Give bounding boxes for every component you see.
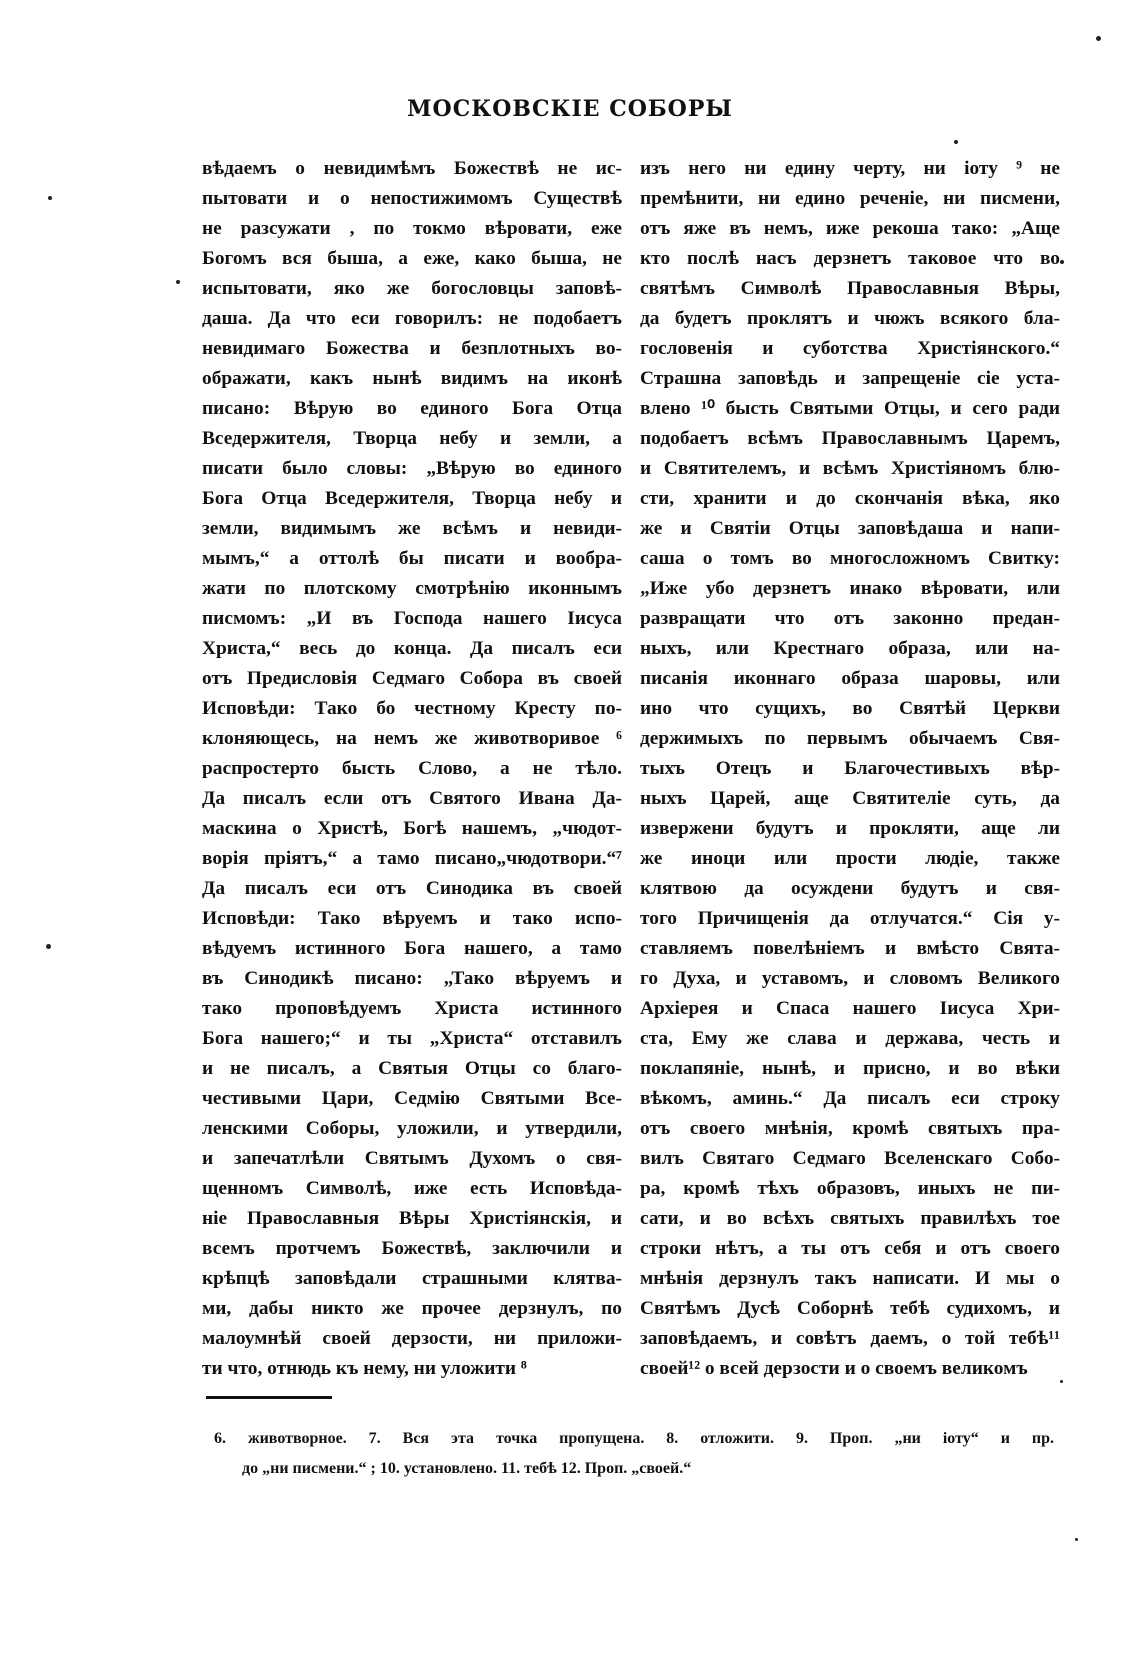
text-line: ныхъ Царей, аще Святителіе суть, да	[640, 788, 1060, 809]
text-line: сти, хранити и до скончанія вѣка, яко	[640, 488, 1060, 509]
text-line: всемъ протчемъ Божествѣ, заключили и	[202, 1238, 622, 1259]
text-line: Бога Отца Вседержителя, Творца небу и	[202, 488, 622, 509]
text-line: гословенія и суботства Христіянского.“	[640, 338, 1060, 359]
scan-speck	[1060, 1380, 1063, 1383]
text-line: испытовати, яко же богословцы заповѣ-	[202, 278, 622, 299]
text-line: сати, и во всѣхъ святыхъ правилѣхъ тое	[640, 1208, 1060, 1229]
text-line: и не писалъ, а Святыя Отцы со благо-	[202, 1058, 622, 1079]
text-line: ти что, отнюдь къ нему, ни уложити ⁸	[202, 1358, 527, 1379]
text-line: писмомъ: „И въ Господа нашего Іисуса	[202, 608, 622, 629]
text-line: саша о томъ во многосложномъ Свитку:	[640, 548, 1060, 569]
text-line: ино что сущихъ, во Святѣй Церкви	[640, 698, 1060, 719]
text-line: же иноци или прости людіе, также	[640, 848, 1060, 869]
text-line: Архіерея и Спаса нашего Іисуса Хри-	[640, 998, 1060, 1019]
running-header: МОСКОВСКІЕ СОБОРЫ	[407, 96, 733, 122]
text-line: строки нѣтъ, а ты отъ себя и отъ своего	[640, 1238, 1060, 1259]
text-line: и запечатлѣли Святымъ Духомъ о свя-	[202, 1148, 622, 1169]
text-line: крѣпцѣ заповѣдали страшными клятва-	[202, 1268, 622, 1289]
footnote-line: до „ни писмени.“ ; 10. установлено. 11. тебѣ 12. Проп. „своей.“	[242, 1460, 692, 1477]
text-line: Исповѣди: Тако бо честному Кресту по-	[202, 698, 622, 719]
text-line: заповѣдаемъ, и совѣтъ даемъ, о той тебѣ¹¹	[640, 1328, 1060, 1349]
left-text-column	[202, 154, 622, 1384]
text-line: писати было словы: „Вѣрую во единого	[202, 458, 622, 479]
text-line: вѣдуемъ истинного Бога нашего, а тамо	[202, 938, 622, 959]
scan-speck	[1075, 1538, 1078, 1541]
footnote-line: 6. животворное. 7. Вся эта точка пропущена. 8. отложити. 9. Проп. „ни іоту“ и пр.	[214, 1430, 1054, 1447]
scan-speck	[1060, 260, 1064, 264]
text-line: Да писалъ еси отъ Синодика въ своей	[202, 878, 622, 899]
text-line: Да писалъ если отъ Святого Ивана Да-	[202, 788, 622, 809]
text-line: ста, Ему же слава и держава, честь и	[640, 1028, 1060, 1049]
text-line: го Духа, и уставомъ, и словомъ Великого	[640, 968, 1060, 989]
text-line: отъ Предисловія Седмаго Собора въ своей	[202, 668, 622, 689]
text-line: ображати, какъ нынѣ видимъ на иконѣ	[202, 368, 622, 389]
text-line: жати по плотскому смотрѣнію иконнымъ	[202, 578, 622, 599]
text-line: тако проповѣдуемъ Христа истинного	[202, 998, 622, 1019]
text-line: ра, кромѣ тѣхъ образовъ, иныхъ не пи-	[640, 1178, 1060, 1199]
text-line: пытовати и о непостижимомъ Существѣ	[202, 188, 622, 209]
text-line: въ Синодикѣ писано: „Тако вѣруемъ и	[202, 968, 622, 989]
text-line: Страшна заповѣдь и запрещеніе сіе уста-	[640, 368, 1060, 389]
right-text-column	[640, 154, 1060, 1384]
text-line: писанія иконнаго образа шаровы, или	[640, 668, 1060, 689]
text-line: Христа,“ весь до конца. Да писалъ еси	[202, 638, 622, 659]
text-line: писано: Вѣрую во единого Бога Отца	[202, 398, 622, 419]
footnote-separator-rule	[206, 1396, 332, 1399]
text-line: маскина о Христѣ, Богѣ нашемъ, „чюдот-	[202, 818, 622, 839]
text-line: даша. Да что еси говорилъ: не подобаетъ	[202, 308, 622, 329]
text-line: же и Святіи Отцы заповѣдаша и напи-	[640, 518, 1060, 539]
text-line: ми, дабы никто же прочее дерзнулъ, по	[202, 1298, 622, 1319]
text-line: Святѣмъ Дусѣ Соборнѣ тебѣ судихомъ, и	[640, 1298, 1060, 1319]
text-line: земли, видимымъ же всѣмъ и невиди-	[202, 518, 622, 539]
text-line: невидимаго Божества и безплотныхъ во-	[202, 338, 622, 359]
text-line: влено ¹⁰ бысть Святыми Отцы, и сего ради	[640, 398, 1060, 419]
scan-speck	[176, 280, 180, 284]
text-line: своей¹² о всей дерзости и о своемъ великомъ	[640, 1358, 1028, 1379]
text-line: поклапяніе, нынѣ, и присно, и во вѣки	[640, 1058, 1060, 1079]
text-line: вѣдаемъ о невидимѣмъ Божествѣ не ис-	[202, 158, 622, 179]
text-line: святѣмъ Символѣ Православныя Вѣры,	[640, 278, 1060, 299]
text-line: ныхъ, или Крестнаго образа, или на-	[640, 638, 1060, 659]
text-line: тыхъ Отецъ и Благочестивыхъ вѣр-	[640, 758, 1060, 779]
text-line: Исповѣди: Тако вѣруемъ и тако испо-	[202, 908, 622, 929]
text-line: кто послѣ насъ дерзнетъ таковое что во	[640, 248, 1060, 269]
text-line: ленскими Соборы, уложили, и утвердили,	[202, 1118, 622, 1139]
text-line: Вседержителя, Творца небу и земли, а	[202, 428, 622, 449]
text-line: клятвою да осуждени будутъ и свя-	[640, 878, 1060, 899]
text-line: вилъ Святаго Седмаго Вселенскаго Собо-	[640, 1148, 1060, 1169]
text-line: ставляемъ повелѣніемъ и вмѣсто Свята-	[640, 938, 1060, 959]
text-line: вѣкомъ, аминь.“ Да писалъ еси строку	[640, 1088, 1060, 1109]
text-line: честивыми Цари, Седмію Святыми Все-	[202, 1088, 622, 1109]
text-line: щенномъ Символѣ, иже есть Исповѣда-	[202, 1178, 622, 1199]
text-line: не разсужати , по токмо вѣровати, еже	[202, 218, 622, 239]
text-line: отъ своего мнѣнія, кромѣ святыхъ пра-	[640, 1118, 1060, 1139]
text-line: ніе Православныя Вѣры Христіянскія, и	[202, 1208, 622, 1229]
text-line: держимыхъ по первымъ обычаемъ Свя-	[640, 728, 1060, 749]
text-line: малоумнѣй своей дерзости, ни приложи-	[202, 1328, 622, 1349]
text-line: развращати что отъ законно предан-	[640, 608, 1060, 629]
scan-speck	[46, 944, 51, 949]
text-line: да будетъ проклятъ и чюжъ всякого бла-	[640, 308, 1060, 329]
text-line: мымъ,“ а оттолѣ бы писати и вообра-	[202, 548, 622, 569]
text-line: премѣнити, ни едино реченіе, ни писмени,	[640, 188, 1060, 209]
text-line: Бога нашего;“ и ты „Христа“ отставилъ	[202, 1028, 622, 1049]
text-line: подобаетъ всѣмъ Православнымъ Царемъ,	[640, 428, 1060, 449]
text-line: мнѣнія дерзнулъ такъ написати. И мы о	[640, 1268, 1060, 1289]
text-line: „Иже убо дерзнетъ инако вѣровати, или	[640, 578, 1060, 599]
text-line: извержени будутъ и прокляти, аще ли	[640, 818, 1060, 839]
footnotes	[214, 1424, 1054, 1484]
text-line: того Причищенія да отлучатся.“ Сія у-	[640, 908, 1060, 929]
text-line: Богомъ вся быша, а еже, како быша, не	[202, 248, 622, 269]
text-line: и Святителемъ, и всѣмъ Христіяномъ блю-	[640, 458, 1060, 479]
scan-speck	[48, 196, 52, 200]
text-line: отъ яже въ немъ, иже рекоша тако: „Аще	[640, 218, 1060, 239]
scan-speck	[1096, 36, 1101, 41]
text-line: ворія пріятъ,“ а тамо писано„чюдотвори.“⁷	[202, 848, 622, 869]
text-line: клоняющесь, на немъ же животворивое ⁶	[202, 728, 622, 749]
text-line: распростерто бысть Слово, а не тѣло.	[202, 758, 622, 779]
scan-speck	[954, 140, 958, 144]
text-line: изъ него ни едину черту, ни іоту ⁹ не	[640, 158, 1060, 179]
